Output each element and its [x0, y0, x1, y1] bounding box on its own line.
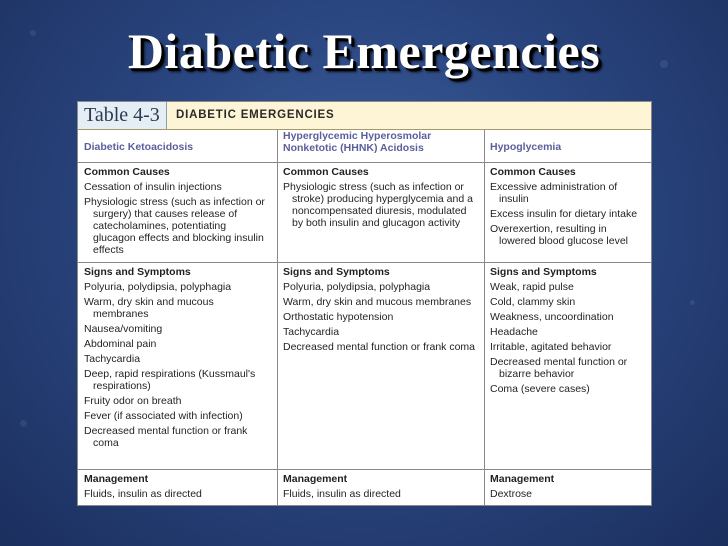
list-item: Tachycardia — [283, 326, 340, 338]
column-header: Diabetic Ketoacidosis — [84, 141, 194, 153]
list-item: Decreased mental function or bizarre behavior — [490, 356, 628, 380]
list-item: Irritable, agitated behavior — [490, 341, 612, 353]
list-item: Dextrose — [490, 488, 533, 500]
list-item: Tachycardia — [84, 353, 141, 365]
list-item: Cessation of insulin injections — [84, 181, 222, 193]
causes-section — [484, 162, 651, 250]
list-item: Physiologic stress (such as infection or surgery) that causes release of catecholamines, potentiating glucagon effects and blocking insulin effects — [84, 196, 265, 256]
slide-title: Diabetic Emergencies — [127, 23, 601, 79]
causes-section — [277, 162, 484, 232]
list-item: Deep, rapid respirations (Kussmaul's respirations) — [84, 368, 256, 392]
table-title: DIABETIC EMERGENCIES — [176, 109, 335, 121]
management-section — [78, 469, 277, 503]
signs-section — [78, 262, 277, 452]
list-item: Fluids, insulin as directed — [84, 488, 202, 500]
section-title: Signs and Symptoms — [490, 266, 597, 278]
list-item: Nausea/vomiting — [84, 323, 163, 335]
list-item: Fever (if associated with infection) — [84, 410, 243, 422]
list-item: Orthostatic hypotension — [283, 311, 394, 323]
table-columns — [78, 130, 651, 505]
column-hhnk — [277, 130, 485, 505]
column-ketoacidosis — [78, 130, 278, 505]
table-number: Table 4-3 — [78, 102, 167, 129]
list-item: Physiologic stress (such as infection or stroke) producing hyperglycemia and a noncompensated diuresis, modulated by both insulin and glucagon activity — [283, 181, 473, 229]
list-item: Decreased mental function or frank coma — [84, 425, 248, 449]
section-title: Common Causes — [84, 166, 170, 178]
causes-section — [78, 162, 277, 259]
column-header: Hypoglycemia — [490, 141, 562, 153]
signs-section — [277, 262, 484, 356]
list-item: Cold, clammy skin — [490, 296, 576, 308]
list-item: Fluids, insulin as directed — [283, 488, 401, 500]
list-item: Weakness, uncoordination — [490, 311, 614, 323]
section-title: Common Causes — [490, 166, 576, 178]
list-item: Polyuria, polydipsia, polyphagia — [283, 281, 431, 293]
column-header: Hyperglycemic Hyperosmolar Nonketotic (HHNK) Acidosis — [283, 130, 432, 154]
list-item: Excessive administration of insulin — [490, 181, 618, 205]
list-item: Headache — [490, 326, 538, 338]
section-title: Signs and Symptoms — [84, 266, 191, 278]
section-title: Common Causes — [283, 166, 369, 178]
section-title: Signs and Symptoms — [283, 266, 390, 278]
management-section — [277, 469, 484, 503]
list-item: Warm, dry skin and mucous membranes — [84, 296, 214, 320]
list-item: Coma (severe cases) — [490, 383, 590, 395]
list-item: Overexertion, resulting in lowered blood glucose level — [490, 223, 628, 247]
list-item: Fruity odor on breath — [84, 395, 182, 407]
background-sparkle — [690, 300, 695, 305]
management-section — [484, 469, 651, 503]
section-title: Management — [490, 473, 555, 485]
list-item: Excess insulin for dietary intake — [490, 208, 638, 220]
column-hypoglycemia — [484, 130, 651, 505]
list-item: Warm, dry skin and mucous membranes — [283, 296, 472, 308]
list-item: Weak, rapid pulse — [490, 281, 574, 293]
signs-section — [484, 262, 651, 398]
list-item: Decreased mental function or frank coma — [283, 341, 476, 353]
section-title: Management — [283, 473, 348, 485]
list-item: Polyuria, polydipsia, polyphagia — [84, 281, 232, 293]
section-title: Management — [84, 473, 149, 485]
background-sparkle — [20, 420, 27, 427]
table-header-bar — [78, 102, 651, 130]
diabetic-emergencies-table — [77, 101, 652, 506]
list-item: Abdominal pain — [84, 338, 157, 350]
